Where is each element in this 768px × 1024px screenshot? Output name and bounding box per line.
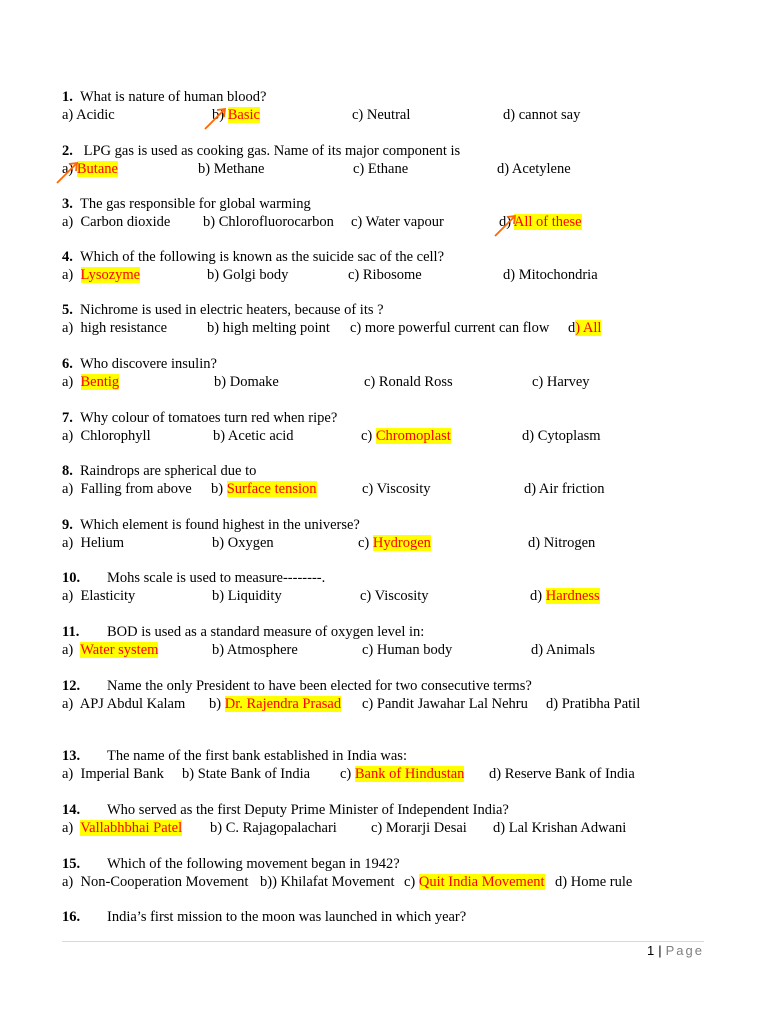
highlighted-answer: All of these — [513, 214, 582, 230]
option-label: b) — [212, 107, 228, 123]
question-text: BOD is used as a standard measure of oxygen level in: — [107, 624, 425, 640]
highlighted-answer: Chromoplast — [375, 428, 451, 444]
option-label: c) — [532, 374, 547, 390]
orange-check-arrow-icon — [493, 213, 519, 239]
option-label: c) — [353, 161, 368, 177]
question-9 — [62, 516, 360, 534]
option-text: State Bank of India — [197, 766, 311, 782]
option-c — [353, 160, 408, 178]
option-label: b) — [209, 696, 225, 712]
option-label: c) — [358, 535, 373, 551]
option-label: a) — [62, 642, 81, 658]
option-d — [568, 319, 601, 337]
question-number: 12. — [62, 678, 81, 694]
option-label: d) — [546, 696, 562, 712]
option-label: d) — [503, 107, 519, 123]
option-a — [62, 641, 158, 659]
option-a — [62, 266, 140, 284]
option-text: Water vapour — [365, 214, 444, 230]
option-text: APJ Abdul Kalam — [79, 696, 186, 712]
option-d — [528, 534, 595, 552]
option-d — [522, 427, 601, 445]
option-text: C. Rajagopalachari — [225, 820, 337, 836]
question-15 — [62, 855, 400, 873]
option-a — [62, 319, 167, 337]
option-label: b) — [213, 428, 228, 444]
question-5 — [62, 301, 384, 319]
question-11 — [62, 623, 424, 641]
option-label: d) — [555, 874, 571, 890]
option-b — [213, 427, 294, 445]
option-label: a) — [62, 874, 81, 890]
question-number: 7. — [62, 410, 73, 426]
option-label: b) — [210, 820, 226, 836]
option-d — [532, 373, 590, 391]
option-label: c) — [371, 820, 386, 836]
question-text: The name of the first bank established in India was: — [107, 748, 407, 764]
highlighted-answer: Surface tension — [226, 481, 317, 497]
option-a — [62, 765, 164, 783]
option-c — [362, 695, 528, 713]
option-b — [211, 480, 317, 498]
option-a — [62, 873, 248, 891]
orange-check-arrow-icon — [55, 160, 81, 186]
option-text: Atmosphere — [226, 642, 298, 658]
option-label: c) — [361, 428, 376, 444]
option-text: Lal Krishan Adwani — [508, 820, 627, 836]
option-text: Elasticity — [80, 588, 136, 604]
option-b — [207, 266, 288, 284]
option-b — [203, 213, 334, 231]
question-7 — [62, 409, 337, 427]
page-number: 1 — [647, 943, 655, 958]
option-c — [348, 266, 422, 284]
option-label: c) — [362, 481, 377, 497]
page-word: Page — [665, 943, 704, 958]
question-10 — [62, 569, 325, 587]
option-label: c) — [351, 214, 366, 230]
option-b — [210, 819, 337, 837]
option-a — [62, 373, 119, 391]
option-d — [503, 266, 598, 284]
option-label: d) — [499, 214, 514, 230]
option-d — [530, 587, 600, 605]
option-label: d) — [497, 161, 512, 177]
option-text: high melting point — [222, 320, 330, 336]
question-number: 6. — [62, 356, 73, 372]
page-footer — [647, 943, 704, 958]
option-b — [182, 765, 310, 783]
option-text: Human body — [376, 642, 453, 658]
orange-check-arrow-icon — [203, 106, 229, 132]
option-text: Pandit Jawahar Lal Nehru — [376, 696, 528, 712]
option-a — [62, 587, 135, 605]
option-text: Ethane — [367, 161, 409, 177]
option-text: Mitochondria — [518, 267, 598, 283]
option-label: c) — [348, 267, 363, 283]
option-label: c) — [352, 107, 367, 123]
option-d — [497, 160, 571, 178]
option-text: Imperial Bank — [80, 766, 164, 782]
option-d — [503, 106, 580, 124]
option-text: Pratibha Patil — [561, 696, 641, 712]
option-label: c) — [362, 642, 377, 658]
option-text: Harvey — [546, 374, 590, 390]
option-label: c) — [362, 696, 377, 712]
option-c — [364, 373, 453, 391]
option-a — [62, 427, 151, 445]
option-text: Viscosity — [376, 481, 431, 497]
footer-separator: | — [658, 943, 662, 958]
option-b — [212, 587, 282, 605]
option-text: Domake — [229, 374, 279, 390]
option-label: b) — [211, 481, 227, 497]
option-c — [351, 213, 444, 231]
question-number: 14. — [62, 802, 81, 818]
question-text: Raindrops are spherical due to — [80, 463, 257, 479]
option-label: a) — [62, 428, 81, 444]
option-b — [212, 534, 274, 552]
highlighted-answer: Basic — [227, 107, 260, 123]
option-label: a) — [62, 481, 81, 497]
option-text: Oxygen — [227, 535, 274, 551]
option-c — [362, 480, 431, 498]
option-text: Acetylene — [511, 161, 571, 177]
option-text: Liquidity — [227, 588, 282, 604]
option-text: cannot say — [518, 107, 581, 123]
question-text: What is nature of human blood? — [80, 89, 267, 105]
option-label: b) — [212, 588, 228, 604]
option-label: c) — [360, 588, 375, 604]
option-label: c) — [350, 320, 365, 336]
option-label: b) — [212, 642, 227, 658]
option-c — [371, 819, 467, 837]
option-label: b) — [207, 267, 223, 283]
option-text: more powerful current can flow — [364, 320, 550, 336]
option-c — [350, 319, 549, 337]
question-text: Name the only President to have been elected for two consecutive terms? — [107, 678, 532, 694]
option-c — [340, 765, 464, 783]
question-text: The gas responsible for global warming — [80, 196, 311, 212]
highlighted-answer: Dr. Rajendra Prasad — [224, 696, 342, 712]
option-label: d) — [503, 267, 519, 283]
question-3 — [62, 195, 311, 213]
question-number: 10. — [62, 570, 81, 586]
question-text: Why colour of tomatoes turn red when ripe? — [80, 410, 338, 426]
option-label: a) — [62, 696, 80, 712]
option-label: b) — [212, 535, 228, 551]
question-number: 8. — [62, 463, 73, 479]
option-text: Viscosity — [374, 588, 429, 604]
option-label: a) — [62, 161, 77, 177]
option-label: a) — [62, 320, 81, 336]
option-text: Ribosome — [362, 267, 422, 283]
question-number: 1. — [62, 89, 73, 105]
option-text: Animals — [545, 642, 596, 658]
question-number: 5. — [62, 302, 73, 318]
option-text: Methane — [213, 161, 265, 177]
option-d — [531, 641, 595, 659]
option-b — [209, 695, 341, 713]
option-label: a) — [62, 214, 81, 230]
option-b — [198, 160, 264, 178]
option-label: d) — [524, 481, 539, 497]
option-text: Chlorophyll — [80, 428, 151, 444]
option-label: b)) — [260, 874, 281, 890]
question-text: Who served as the first Deputy Prime Minister of Independent India? — [107, 802, 509, 818]
question-number: 4. — [62, 249, 73, 265]
option-b — [212, 641, 298, 659]
question-text: India’s first mission to the moon was launched in which year? — [107, 909, 467, 925]
question-8 — [62, 462, 256, 480]
option-text: Nitrogen — [543, 535, 596, 551]
highlighted-answer: Vallabhbhai Patel — [80, 820, 183, 836]
option-label: d) — [530, 588, 546, 604]
question-text: Who discovere insulin? — [80, 356, 217, 372]
option-text: Falling from above — [80, 481, 192, 497]
question-1 — [62, 88, 266, 106]
option-label: b) — [214, 374, 230, 390]
option-text: Carbon dioxide — [80, 214, 171, 230]
option-label: a) — [62, 267, 81, 283]
question-number: 16. — [62, 909, 81, 925]
option-label: a) — [62, 535, 81, 551]
option-d — [546, 695, 640, 713]
highlighted-answer: Lysozyme — [80, 267, 141, 283]
option-label: d — [568, 320, 576, 336]
option-label: c) — [340, 766, 355, 782]
question-number: 13. — [62, 748, 81, 764]
option-text: Air friction — [538, 481, 605, 497]
option-a — [62, 213, 170, 231]
option-text: Acetic acid — [227, 428, 294, 444]
question-14 — [62, 801, 509, 819]
highlighted-answer: Butane — [76, 161, 118, 177]
option-label: a) — [62, 588, 81, 604]
option-b — [214, 373, 279, 391]
question-number: 11. — [62, 624, 80, 640]
option-text: Home rule — [570, 874, 633, 890]
option-text: Ronald Ross — [378, 374, 453, 390]
option-label: a) — [62, 766, 81, 782]
option-label: d) — [522, 428, 538, 444]
option-c — [352, 106, 410, 124]
question-4 — [62, 248, 444, 266]
question-text: Which of the following is known as the suicide sac of the cell? — [80, 249, 445, 265]
option-c — [361, 427, 451, 445]
option-label: a) — [62, 107, 77, 123]
question-12 — [62, 677, 532, 695]
question-text: LPG gas is used as cooking gas. Name of its major component is — [80, 143, 461, 159]
option-c — [358, 534, 431, 552]
option-a — [62, 480, 192, 498]
question-13 — [62, 747, 407, 765]
highlighted-answer: Hydrogen — [372, 535, 431, 551]
option-label: b) — [198, 161, 214, 177]
option-label: b) — [203, 214, 219, 230]
option-text: Helium — [80, 535, 125, 551]
option-label: d) — [489, 766, 505, 782]
option-text: Acidic — [76, 107, 115, 123]
option-label: a) — [62, 374, 81, 390]
option-text: Cytoplasm — [537, 428, 601, 444]
option-d — [493, 819, 626, 837]
option-text: Golgi body — [222, 267, 289, 283]
option-c — [360, 587, 429, 605]
question-6 — [62, 355, 217, 373]
option-a — [62, 819, 182, 837]
question-number: 15. — [62, 856, 81, 872]
question-text: Which of the following movement began in 1942? — [107, 856, 400, 872]
option-text: Morarji Desai — [385, 820, 467, 836]
highlighted-answer: Bank of Hindustan — [354, 766, 465, 782]
question-2 — [62, 142, 460, 160]
option-c — [404, 873, 545, 891]
option-label: b) — [207, 320, 223, 336]
question-text: Which element is found highest in the universe? — [80, 517, 360, 533]
option-b — [207, 319, 330, 337]
option-label: a) — [62, 820, 81, 836]
question-number: 2. — [62, 143, 73, 159]
option-label: c) — [404, 874, 419, 890]
option-d — [489, 765, 635, 783]
option-a — [62, 106, 115, 124]
option-label: c) — [364, 374, 379, 390]
question-number: 9. — [62, 517, 73, 533]
question-16 — [62, 908, 466, 926]
question-text: Nichrome is used in electric heaters, because of its ? — [80, 302, 384, 318]
footer-divider — [62, 941, 704, 942]
option-a — [62, 534, 124, 552]
highlighted-answer: Hardness — [545, 588, 600, 604]
option-d — [524, 480, 605, 498]
option-d — [555, 873, 632, 891]
highlighted-answer: Water system — [80, 642, 159, 658]
option-text: Reserve Bank of India — [504, 766, 635, 782]
highlighted-answer: Quit India Movement — [418, 874, 545, 890]
option-label: b) — [182, 766, 198, 782]
option-c — [362, 641, 452, 659]
option-text: Chlorofluorocarbon — [218, 214, 334, 230]
highlighted-answer: ) All — [575, 320, 602, 336]
option-b — [260, 873, 395, 891]
question-text: Mohs scale is used to measure--------. — [107, 570, 326, 586]
highlighted-answer: Bentig — [80, 374, 120, 390]
option-label: d) — [493, 820, 509, 836]
option-text: high resistance — [80, 320, 168, 336]
option-a — [62, 695, 185, 713]
option-label: d) — [531, 642, 546, 658]
question-number: 3. — [62, 196, 73, 212]
option-text: Non-Cooperation Movement — [80, 874, 249, 890]
option-label: d) — [528, 535, 544, 551]
option-text: Khilafat Movement — [280, 874, 395, 890]
option-text: Neutral — [366, 107, 411, 123]
